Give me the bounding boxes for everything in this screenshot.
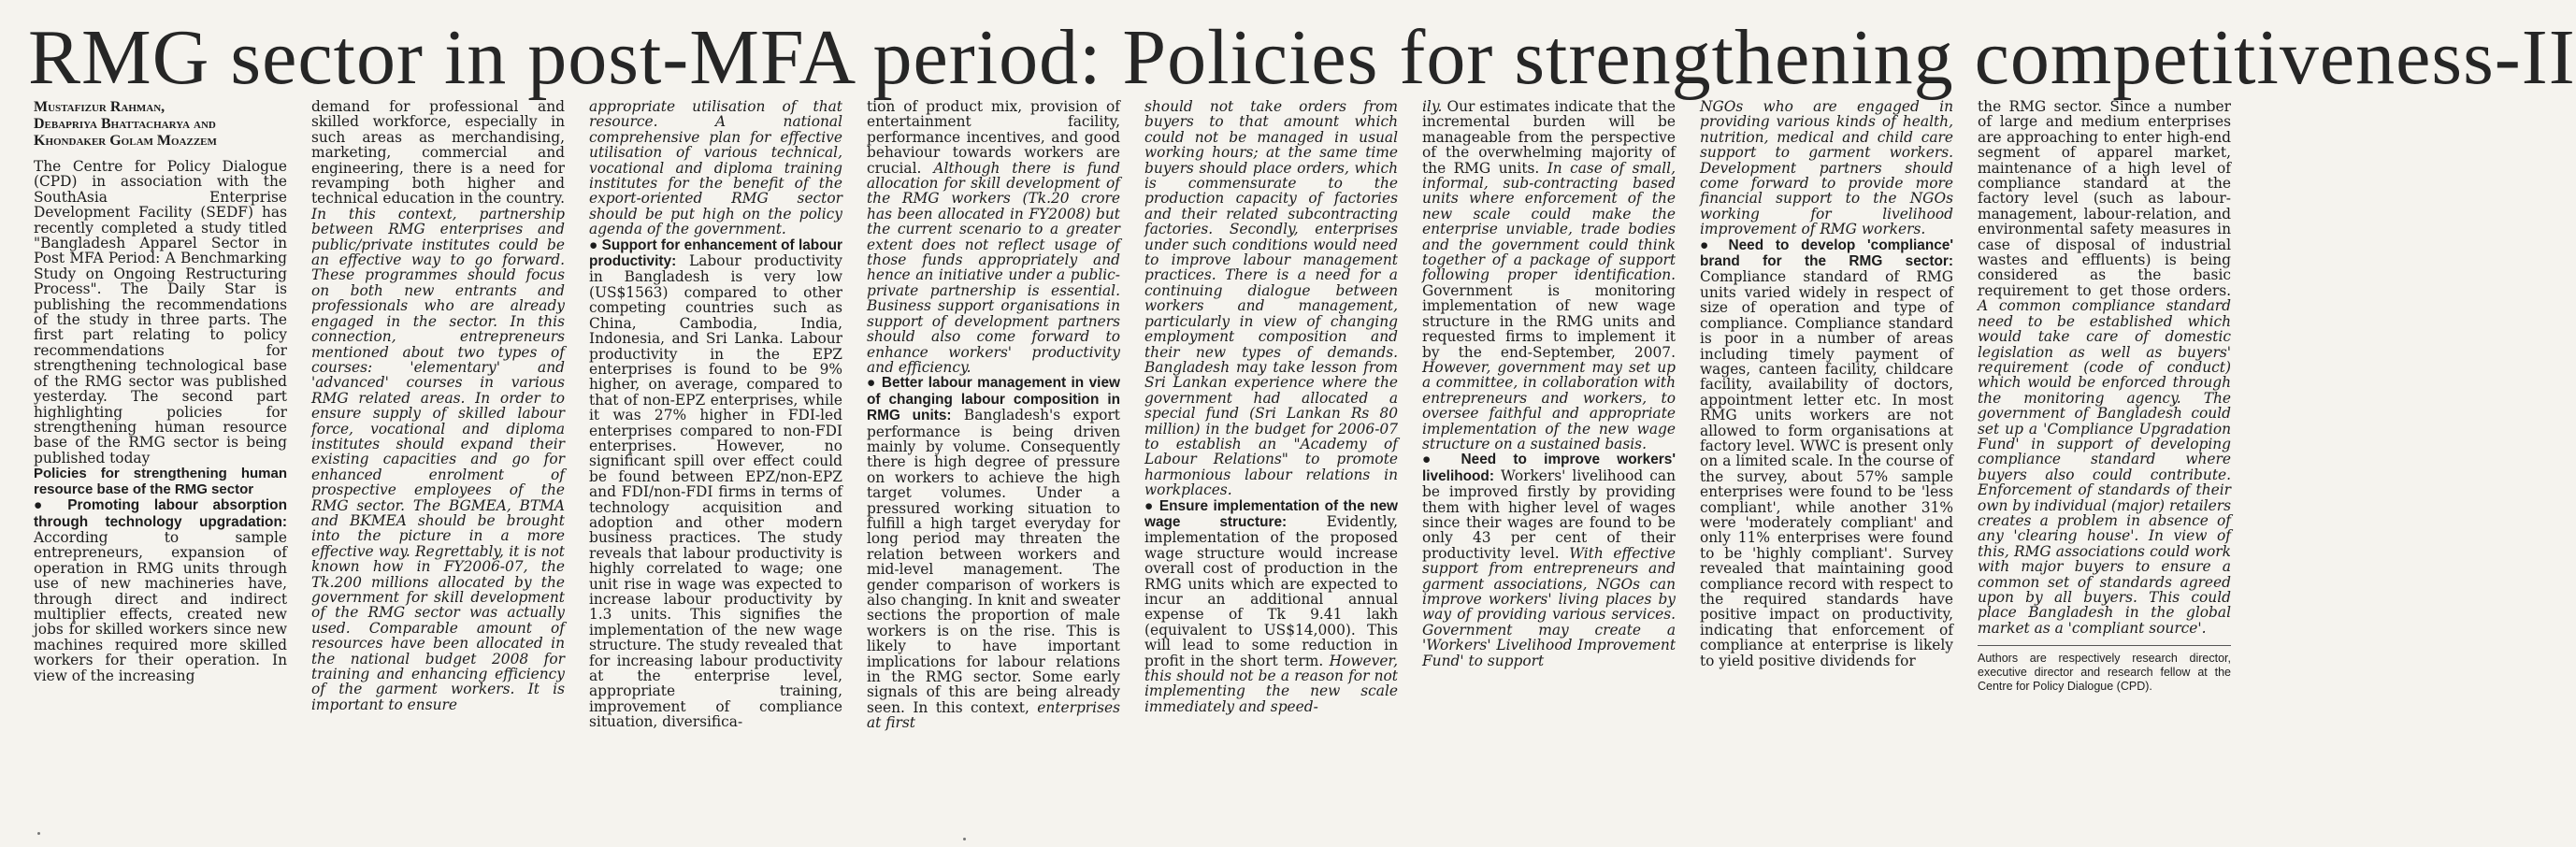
bullet-heading-5: ● Need to improve workers' livelihood: xyxy=(1422,452,1676,484)
column-4 xyxy=(867,99,1120,810)
paragraph-italic: With effective support from entrepreneurs and garment associations, NGOs can improve workers' living places by way of providing various services. Government may create a 'Workers' Livelihood Improvement Fund' to support xyxy=(1422,544,1676,669)
paragraph-italic: enterprises at first xyxy=(867,698,1120,732)
author-3: Khondaker Golam Moazzem xyxy=(34,133,217,149)
paragraph-italic: In case of small, informal, sub-contracting based units where enforcement of the new scale could make the enterprise unviable, trade bodies and the government could think together of a package of support following proper identification. xyxy=(1422,159,1676,284)
column-1 xyxy=(34,99,287,810)
column-6 xyxy=(1422,99,1676,810)
paragraph-italic: In this context, partnership between RMG enterprises and public/private institutes could be an effective way to go forward. These programmes should focus on both new entrants and professionals who are already engaged in the sector. In this connection, entrepreneurs mentioned about two types of courses: 'elementary' and 'advanced' courses in various RMG related areas. In order to ensure supply of skilled labour force, vocational and diploma institutes should expand their existing capacities and go for enhanced enrolment of prospective employees of the RMG sector. The BGMEA, BTMA and BKMEA should be brought into the picture in a more effective way. Regrettably, it is not known how in FY2006-07, the Tk.200 millions allocated by the government for skill development of the RMG sector was actually used. Comparable amount of resources have been allocated in the national budget 2008 for training and enhancing efficiency of the garment workers. It is important to ensure xyxy=(311,205,565,713)
paragraph-text: According to sample entrepreneurs, expansion of operation in RMG units through use of new machineries have, through direct and indirect multiplier effects, created new jobs for skilled workers since new machines required more skilled workers for their operation. In view of the increasing xyxy=(34,528,287,684)
section-subhead: Policies for strengthening human resource base of the RMG sector xyxy=(34,466,287,498)
bullet-heading-3: ● Better labour management in view of changing labour composition in RMG units: xyxy=(867,375,1120,424)
bullet-heading-6: ● Need to develop 'compliance' brand for the RMG sector: xyxy=(1700,237,1953,270)
article-body xyxy=(34,99,2231,810)
scan-speck xyxy=(37,832,40,835)
column-8 xyxy=(1978,99,2231,810)
paragraph-text: Workers' livelihood can be improved firstly by providing them with higher level of wages since their wages are found to be only 43 per cent of their productivity level. xyxy=(1422,467,1676,562)
paragraph-italic: ily. xyxy=(1422,98,1443,115)
author-note: Authors are respectively research director, executive director and research fellow at the Centre for Policy Dialogue (CPD). xyxy=(1978,645,2231,694)
paragraph-italic: should not take orders from buyers to that amount which could not be managed in usual working hours; at the same time buyers should place orders, which is commensurate to the production capacity of factories and their related subcontracting factories. Secondly, enterprises under such conditions would need to improve labour management practices. There is a need for a continuing dialogue between workers and management, particularly in view of changing employment composition and their new types of demands. Bangladesh may take lesson from Sri Lankan experience where the government had allocated a special fund (Sri Lankan Rs 80 million) in the budget for 2006-07 to establish an "Academy of Labour Relations" to promote harmonious labour relations in workplaces. xyxy=(1144,98,1398,499)
paragraph-italic: NGOs who are engaged in providing various kinds of health, nutrition, medical and child care support to garment workers. Development partners should come forward to provide more financial support to the NGOs working for livelihood improvement of RMG workers. xyxy=(1700,98,1953,238)
paragraph-italic: Although there is fund allocation for skill development of the RMG workers (Tk.20 crore has been allocated in FY2008) but the current scenario to a greater extent does not reflect usage of those funds appropriately and hence an initiative under a public-private partnership is essential. Business support organisations in support of development partners should also come forward to enhance workers' productivity and efficiency. xyxy=(867,159,1120,376)
intro-paragraph: The Centre for Policy Dialogue (CPD) in association with the SouthAsia Enterprise Development Facility (SEDF) has recently completed a study titled "Bangladesh Apparel Sector in Post MFA Period: A Benchmarking Study on Ongoing Restructuring Process". The Daily Star is publishing the recommendations of the study in three parts. The first part relating to policy recommendations for strengthening technological base of the RMG sector was published yesterday. The second part highlighting policies for strengthening human resource base of the RMG sector is being published today xyxy=(34,158,287,467)
paragraph-text: demand for professional and skilled workforce, especially in such areas as merchandising, marketing, commercial and engineering, there is a need for revamping both higher and technical education in the country. xyxy=(311,98,565,208)
author-2: Debapriya Bhattacharya and xyxy=(34,116,216,132)
paragraph-text: Our estimates indicate that the incremental burden will be manageable from the perspective of the overwhelming majority of the RMG units. xyxy=(1422,98,1676,177)
paragraph-italic: A common compliance standard need to be established which would take care of domestic legislation as well as buyers' requirement (code of conduct) which would be enforced through the monitoring agency. The government of Bangladesh could set up a 'Compliance Upgradation Fund' in support of developing compliance standard where buyers also could contribute. Enforcement of standards of their own by individual (major) retailers creates a problem in absence of any 'clearing house'. In view of this, RMG associations could work with major buyers to ensure a common set of standards agreed upon by all buyers. This could place Bangladesh in the global market as a 'compliant source'. xyxy=(1978,297,2231,637)
paragraph-italic: appropriate utilisation of that resource. A national comprehensive plan for effective utilisation of various technical, vocational and diploma training institutes for the benefit of the export-oriented RMG sector should be put high on the policy agenda of the government. xyxy=(589,98,842,238)
paragraph-text: Evidently, implementation of the proposed wage structure would increase overall cost of production in the RMG units which are expected to incur an additional annual expense of Tk 9.41 lakh (equivalent to US$14,000). This will lead to some reduction in profit in the short term. xyxy=(1144,512,1398,669)
bullet-heading-4: ● Ensure implementation of the new wage structure: xyxy=(1144,497,1398,530)
byline xyxy=(34,99,287,150)
paragraph-italic: However, this should not be a reason for not implementing the new scale immediately and speed- xyxy=(1144,652,1398,715)
bullet-heading-1: ● Promoting labour absorption through technology upgradation: xyxy=(34,497,287,530)
scan-speck xyxy=(963,838,966,840)
paragraph-text: Government is monitoring implementation of new wage structure in the RMG units and requested firms to implement it by the end-September, 2007. xyxy=(1422,281,1676,361)
bullet-heading-2: ● Support for enhancement of labour productivity: xyxy=(589,237,842,270)
paragraph-text: Labour productivity in Bangladesh is very low (US$1563) compared to other competing countries such as China, Cambodia, India, Indonesia, and Sri Lanka. Labour productivity in the EPZ enterprises is found to be 9% higher, on average, compared to that of non-EPZ enterprises, while it was 27% higher in FDI-led enterprises compared to non-FDI enterprises. However, no significant spill over effect could be found between EPZ/non-EPZ and FDI/non-FDI firms in terms of technology acquisition and adoption and other modern business practices. The study reveals that labour productivity is highly correlated to wage; one unit rise in wage was expected to increase labour productivity by 1.3 units. This signifies the implementation of the new wage structure. The study revealed that for increasing labour productivity at the enterprise level, appropriate training, improvement of compliance situation, diversifica- xyxy=(589,252,842,731)
paragraph-text: tion of product mix, provision of entertainment facility, performance incentives, and good behaviour towards workers are crucial. xyxy=(867,98,1120,177)
paragraph-text: Compliance standard of RMG units varied widely in respect of size of operation and type of compliance. Compliance standard is poor in a number of areas including timely payment of wages, canteen facility, childcare facility, availability of doctors, appointment letter etc. In most RMG units workers are not allowed to form organisations at factory level. WWC is present only on a limited scale. In the course of the survey, about 57% sample enterprises were found to be 'less compliant', while another 31% were 'moderately compliant' and only 11% enterprises were found to be 'highly compliant'. Survey revealed that maintaining good compliance record with respect to the required standards have positive impact on productivity, indicating that enforcement of compliance at enterprise is likely to yield positive dividends for xyxy=(1700,268,1953,669)
paragraph-text: Bangladesh's export performance is being driven mainly by volume. Consequently there is high degree of pressure on workers to achieve the high target volumes. Under a pressured working situation to fulfill a high target everyday for long period may threaten the relation between workers and mid-level management. The gender comparison of workers is also changing. In knit and sweater sections the proportion of male workers is on the rise. This is likely to have important implications for labour relations in the RMG sector. Some early signals of this are being already seen. In this context, xyxy=(867,407,1120,716)
column-3 xyxy=(589,99,842,810)
paragraph-italic: However, government may set up a committee, in collaboration with entrepreneurs and workers, to oversee faithful and appropriate implementation of the new wage structure on a sustained basis. xyxy=(1422,358,1676,452)
author-1: Mustafizur Rahman, xyxy=(34,99,165,115)
column-5 xyxy=(1144,99,1398,810)
column-7 xyxy=(1700,99,1953,810)
headline: RMG sector in post-MFA period: Policies for strengthening competitiveness-II xyxy=(28,14,2576,101)
column-2 xyxy=(311,99,565,810)
paragraph-text: the RMG sector. Since a number of large and medium enterprises are approaching to enter high-end segment of apparel market, maintenance of a high level of compliance standard at the factory level (such as labour-management, labour-relation, and environmental safety measures in case of disposal of industrial wastes and effluents) is being considered as the basic requirement to get those orders. xyxy=(1978,98,2231,299)
